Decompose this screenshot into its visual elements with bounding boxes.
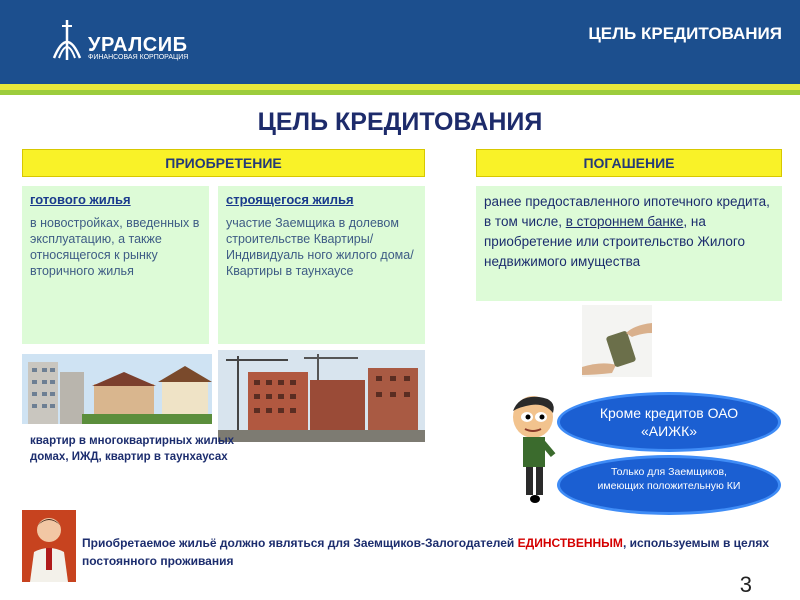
- footer-note: [82, 534, 792, 570]
- housing-types-caption: квартир в многоквартирных жилых домах, ИЖД, квартир в таунхаусах: [30, 435, 235, 463]
- page-number: 3: [739, 572, 752, 597]
- ready-housing-title: готового жилья: [30, 192, 131, 207]
- building-housing-title: строящегося жилья: [226, 192, 354, 207]
- aizhk-callout: [557, 392, 781, 452]
- repayment-box: [476, 186, 782, 301]
- logo-subtitle: ФИНАНСОВАЯ КОРПОРАЦИЯ: [88, 54, 189, 61]
- money-handover-photo: [582, 305, 652, 377]
- acquisition-heading: ПРИОБРЕТЕНИЕ: [22, 149, 425, 177]
- header-bar: [0, 0, 800, 84]
- footer-highlight: ЕДИНСТВЕННЫМ: [517, 536, 623, 550]
- building-housing-box: [218, 186, 425, 344]
- residential-buildings-photo: [22, 354, 212, 424]
- page-title: ЦЕЛЬ КРЕДИТОВАНИЯ: [257, 108, 543, 136]
- header-title: ЦЕЛЬ КРЕДИТОВАНИЯ: [588, 24, 782, 43]
- uralsib-logo[interactable]: [50, 16, 210, 66]
- repayment-text-part2: , на приобретение или строительство Жилого недвижимого имущества: [484, 214, 746, 269]
- ready-housing-box: [22, 186, 209, 344]
- credit-history-callout: [557, 455, 781, 515]
- repayment-text: [484, 192, 774, 272]
- repayment-heading: ПОГАШЕНИЕ: [476, 149, 782, 177]
- footer-note-part2: , используемым в целях постоянного проживания: [82, 536, 770, 568]
- construction-site-photo: [218, 350, 425, 442]
- person-photo: [22, 510, 76, 582]
- repayment-text-part1: ранее предоставленного ипотечного кредита, в том числе,: [484, 194, 770, 229]
- footer-note-part1: Приобретаемое жильё должно являться для Заемщиков-Залогодателей: [82, 536, 518, 550]
- green-stripe: [0, 90, 800, 95]
- aizhk-callout-text: Кроме кредитов ОАО «АИЖК»: [599, 405, 739, 439]
- third-party-bank-text: в стороннем банке: [565, 214, 684, 229]
- ready-housing-text: в новостройках, введенных в эксплуатацию, а также относящегося к рынку вторичного жилья: [30, 216, 200, 278]
- logo-emblem-icon: [50, 18, 84, 62]
- logo-name: УРАЛСИБ: [88, 34, 188, 56]
- building-housing-text: участие Заемщика в долевом строительстве Квартиры/Индивидуаль ного жилого дома/Квартиры в таунхаусе: [226, 216, 414, 278]
- credit-history-callout-text: Только для Заемщиков, имеющих положительную КИ: [597, 466, 741, 492]
